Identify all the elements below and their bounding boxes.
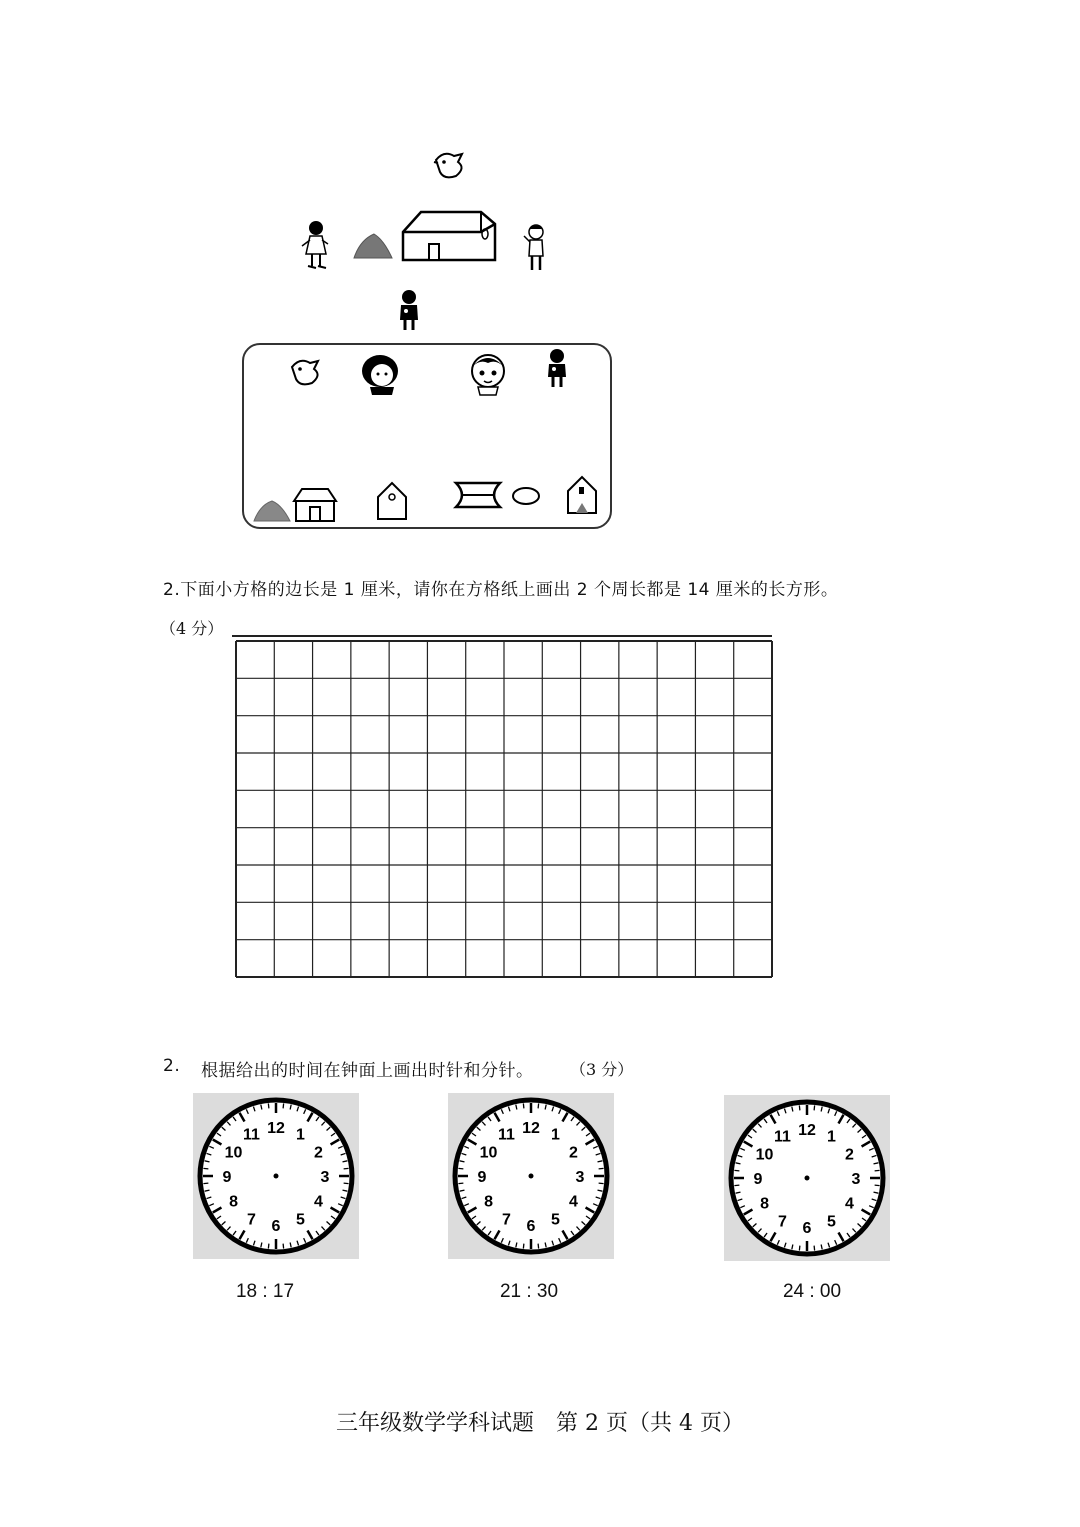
child-icon: [548, 349, 566, 387]
clock-minute-tick: [523, 1244, 524, 1249]
clock-number: 1: [551, 1126, 560, 1144]
clock-time-label-2: 21 : 30: [499, 1281, 559, 1302]
clock-dial: [193, 1093, 359, 1259]
clock-dial: [448, 1093, 614, 1259]
clock-number: 10: [479, 1144, 498, 1162]
clock-minute-tick: [203, 1183, 208, 1184]
scene-drawing: [240, 140, 620, 340]
clock-number: 9: [222, 1169, 232, 1186]
house-side-door-icon: [568, 477, 596, 513]
clock-time-label-3: 24 : 00: [782, 1281, 842, 1302]
clock-number: 1: [827, 1128, 836, 1146]
clock-minute-tick: [599, 1168, 604, 1169]
clock-number: 5: [551, 1211, 560, 1229]
girl-face-icon: [362, 355, 398, 395]
clock-number: 10: [224, 1144, 243, 1162]
bird-icon: [434, 154, 462, 178]
clock-number: 3: [851, 1171, 861, 1188]
question2-text: 2.下面小方格的边长是 1 厘米，请你在方格纸上画出 2 个周长都是 14 厘米的长方形。: [163, 580, 839, 600]
clock-number: 11: [498, 1126, 515, 1144]
clock-minute-tick: [799, 1105, 800, 1110]
clock-number: 8: [484, 1193, 494, 1211]
clock-minute-tick: [599, 1183, 604, 1184]
clock-dial: [724, 1095, 890, 1261]
rock-pile-icon: [354, 234, 392, 258]
grid-paper[interactable]: [234, 639, 774, 983]
clock-minute-tick: [523, 1103, 524, 1108]
question3-number: 2.: [163, 1056, 181, 1076]
rock-pile-icon: [254, 501, 290, 521]
clock-number: 4: [568, 1193, 578, 1211]
clock-minute-tick: [283, 1244, 284, 1249]
clock-minute-tick: [268, 1103, 269, 1108]
clock-number: 7: [778, 1213, 787, 1231]
house-front-icon: [294, 489, 336, 521]
clock-time-label-1: 18 : 17: [235, 1281, 295, 1302]
clock-number: 9: [753, 1171, 763, 1188]
clock-center-dot: [274, 1174, 279, 1179]
clock-minute-tick: [268, 1244, 269, 1249]
clock-minute-tick: [734, 1185, 739, 1186]
clock-minute-tick: [538, 1103, 539, 1108]
clock-minute-tick: [283, 1103, 284, 1108]
clock-number: 8: [229, 1193, 239, 1211]
clock-number: 5: [827, 1213, 836, 1231]
clock-number: 8: [760, 1195, 770, 1213]
clock-minute-tick: [458, 1183, 463, 1184]
question3-text: 根据给出的时间在钟面上画出时针和分针。: [201, 1061, 534, 1081]
clock-number: 6: [271, 1218, 281, 1235]
grid-top-rule: [232, 635, 772, 637]
clock-number: 12: [267, 1120, 285, 1137]
clock-minute-tick: [344, 1183, 349, 1184]
house-side-icon: [378, 483, 406, 519]
clock-minute-tick: [203, 1168, 208, 1169]
clock-number: 9: [477, 1169, 487, 1186]
clock-number: 7: [247, 1211, 256, 1229]
grid-svg: [234, 639, 774, 979]
clock-number: 3: [320, 1169, 330, 1186]
clock-minute-tick: [814, 1105, 815, 1110]
clock-center-dot: [529, 1174, 534, 1179]
clock-number: 12: [522, 1120, 540, 1137]
clock-number: 5: [296, 1211, 305, 1229]
clock-number: 2: [313, 1144, 323, 1162]
scene-area: [240, 140, 620, 340]
bird-icon: [292, 361, 318, 385]
clock-minute-tick: [875, 1170, 880, 1171]
clock-number: 11: [243, 1126, 260, 1144]
clock-face-1[interactable]: [193, 1093, 359, 1259]
child-icon: [400, 290, 418, 330]
clock-minute-tick: [344, 1168, 349, 1169]
boy-face-icon: [472, 355, 504, 395]
clock-number: 11: [774, 1128, 791, 1146]
clock-number: 6: [802, 1220, 812, 1237]
clock-number: 6: [526, 1218, 536, 1235]
girl-icon: [302, 221, 328, 268]
house-icon: [403, 212, 495, 260]
question2-score: （4 分）: [160, 619, 224, 638]
clock-minute-tick: [458, 1168, 463, 1169]
question3-score: （3 分）: [570, 1060, 634, 1079]
boy-icon: [524, 225, 543, 270]
clock-number: 2: [844, 1146, 854, 1164]
clock-minute-tick: [875, 1185, 880, 1186]
clock-minute-tick: [538, 1244, 539, 1249]
clock-number: 4: [313, 1193, 323, 1211]
clock-minute-tick: [734, 1170, 739, 1171]
clock-number: 10: [755, 1146, 774, 1164]
house-top-icon: [456, 483, 500, 507]
clock-center-dot: [805, 1176, 810, 1181]
oval-icon: [513, 488, 539, 504]
clock-number: 4: [844, 1195, 854, 1213]
clock-number: 7: [502, 1211, 511, 1229]
clock-number: 1: [296, 1126, 305, 1144]
answer-box: [242, 343, 612, 529]
clock-minute-tick: [799, 1246, 800, 1251]
page-footer: 三年级数学学科试题 第 2 页（共 4 页）: [336, 1411, 744, 1436]
clock-face-3[interactable]: [724, 1095, 890, 1261]
clock-number: 12: [798, 1122, 816, 1139]
clock-minute-tick: [814, 1246, 815, 1251]
clock-face-2[interactable]: [448, 1093, 614, 1259]
clock-number: 2: [568, 1144, 578, 1162]
answer-box-drawing: [244, 345, 610, 527]
clock-number: 3: [575, 1169, 585, 1186]
